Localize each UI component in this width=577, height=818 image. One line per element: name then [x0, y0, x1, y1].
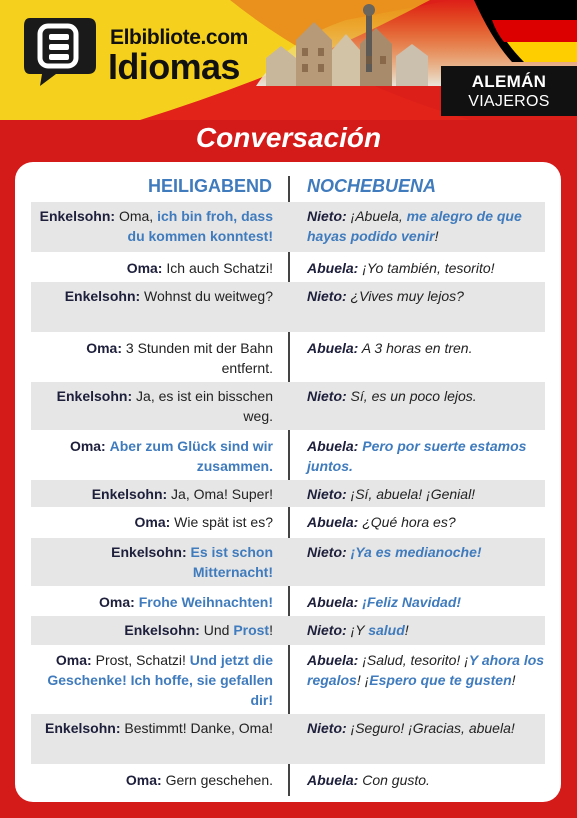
- text-segment: Prost, Schatzi!: [91, 652, 190, 668]
- logo-brand: Idiomas: [108, 46, 240, 87]
- highlighted-phrase: ¡Ya es medianoche!: [350, 544, 482, 560]
- speaker-name: Abuela:: [307, 260, 359, 276]
- highlighted-phrase: ich bin froh, dass du kommen konntest!: [127, 208, 273, 244]
- german-line: [31, 286, 273, 306]
- spanish-line: [307, 770, 545, 790]
- table-row: [31, 334, 545, 381]
- text-segment: !: [404, 622, 409, 638]
- text-segment: Gern geschehen.: [161, 772, 273, 788]
- speaker-name: Oma:: [126, 260, 163, 276]
- audience-label: VIAJEROS: [468, 93, 550, 110]
- spanish-line: [307, 206, 545, 246]
- table-row: [31, 646, 545, 712]
- german-line: [31, 484, 273, 504]
- german-line: [31, 436, 273, 476]
- speaker-name: Enkelsohn:: [56, 388, 133, 404]
- text-segment: ¡Salud, tesorito! ¡: [358, 652, 469, 668]
- text-segment: !: [269, 622, 273, 638]
- german-line: [31, 206, 273, 246]
- speaker-name: Oma:: [125, 772, 162, 788]
- spanish-line: [307, 436, 545, 476]
- german-line: [31, 650, 273, 710]
- text-segment: ! ¡: [356, 672, 370, 688]
- speaker-name: Abuela:: [307, 652, 359, 668]
- speaker-name: Nieto:: [307, 288, 347, 304]
- book-icon: [22, 14, 100, 88]
- speaker-name: Nieto:: [307, 208, 347, 224]
- table-row: [31, 254, 545, 281]
- spanish-line: [307, 512, 545, 532]
- speaker-name: Nieto:: [307, 622, 347, 638]
- speaker-name: Nieto:: [307, 486, 347, 502]
- speaker-name: Abuela:: [307, 438, 359, 454]
- spanish-line: [307, 338, 545, 358]
- text-segment: Ja, Oma! Super!: [167, 486, 273, 502]
- speaker-name: Enkelsohn:: [45, 720, 121, 736]
- german-line: [31, 386, 273, 426]
- text-segment: !: [434, 228, 439, 244]
- german-line: [31, 338, 273, 378]
- speaker-name: Nieto:: [307, 720, 347, 736]
- text-segment: Wie spät ist es?: [170, 514, 273, 530]
- table-row: [31, 766, 545, 796]
- highlighted-phrase: me alegro de que hayas podido venir: [307, 208, 522, 244]
- table-row: [31, 538, 545, 586]
- spanish-line: [307, 386, 545, 406]
- text-segment: Und: [199, 622, 234, 638]
- speaker-name: Enkelsohn:: [91, 486, 168, 502]
- spanish-line: [307, 542, 545, 562]
- table-row: [31, 588, 545, 615]
- table-row: [31, 382, 545, 430]
- speaker-name: Oma:: [86, 340, 122, 356]
- highlighted-phrase: Espero que te gusten: [369, 672, 512, 688]
- table-row: [31, 616, 545, 645]
- highlighted-phrase: Es ist schon Mitternacht!: [190, 544, 273, 580]
- text-segment: ¡Y: [346, 622, 369, 638]
- speaker-name: Abuela:: [307, 340, 359, 356]
- speaker-name: Abuela:: [307, 594, 359, 610]
- germany-flag-icon: [452, 0, 577, 62]
- speaker-name: Enkelsohn:: [124, 622, 200, 638]
- german-line: [31, 620, 273, 640]
- text-segment: ¿Qué hora es?: [358, 514, 456, 530]
- speaker-name: Oma:: [134, 514, 171, 530]
- speaker-name: Enkelsohn:: [111, 544, 187, 560]
- highlighted-phrase: Frohe Weihnachten!: [138, 594, 273, 610]
- text-segment: ¡Abuela,: [346, 208, 407, 224]
- speaker-name: Oma:: [69, 438, 106, 454]
- column-header-spanish: NOCHEBUENA: [307, 176, 437, 196]
- conversation-card: [15, 162, 561, 802]
- table-row: [31, 282, 545, 332]
- highlighted-phrase: salud: [368, 622, 405, 638]
- text-segment: Wohnst du weitweg?: [140, 288, 273, 304]
- highlighted-phrase: Pero por suerte estamos juntos.: [307, 438, 527, 474]
- logo: [22, 14, 248, 94]
- speaker-name: Enkelsohn:: [39, 208, 116, 224]
- highlighted-phrase: Aber zum Glück sind wir zusammen.: [109, 438, 273, 474]
- german-line: [31, 512, 273, 532]
- speaker-name: Nieto:: [307, 388, 347, 404]
- spanish-line: [307, 286, 545, 306]
- column-header-german: HEILIGABEND: [147, 176, 272, 196]
- table-row: [31, 432, 545, 478]
- text-segment: ¡Sí, abuela! ¡Genial!: [346, 486, 476, 502]
- german-line: [31, 542, 273, 582]
- text-segment: 3 Stunden mit der Bahn entfernt.: [122, 340, 273, 376]
- spanish-line: [307, 484, 545, 504]
- page-title: Conversación: [195, 122, 382, 153]
- text-segment: Ich auch Schatzi!: [162, 260, 273, 276]
- highlighted-phrase: Y ahora los regalos: [307, 652, 545, 688]
- table-row: [31, 714, 545, 764]
- text-segment: Bestimmt! Danke, Oma!: [120, 720, 273, 736]
- text-segment: ¡Seguro! ¡Gracias, abuela!: [346, 720, 515, 736]
- text-segment: Ja, es ist ein bisschen weg.: [132, 388, 273, 424]
- german-line: [31, 592, 273, 612]
- spanish-line: [307, 258, 545, 278]
- category-label: [441, 66, 577, 116]
- text-segment: A 3 horas en tren.: [358, 340, 473, 356]
- spanish-line: [307, 592, 545, 612]
- table-row: [31, 480, 545, 507]
- speaker-name: Enkelsohn:: [64, 288, 141, 304]
- spanish-line: [307, 620, 545, 640]
- speaker-name: Oma:: [99, 594, 135, 610]
- german-line: [31, 718, 273, 738]
- highlighted-phrase: ¡Feliz Navidad!: [362, 594, 462, 610]
- speaker-name: Abuela:: [307, 514, 359, 530]
- spanish-line: [307, 718, 545, 738]
- logo-site-name: Elbibliote.com: [110, 26, 248, 49]
- language-label: ALEMÁN: [471, 72, 547, 91]
- table-row: [31, 508, 545, 537]
- highlighted-phrase: Und jetzt die Geschenke! Ich hoffe, sie gefallen dir!: [47, 652, 273, 708]
- header: [0, 0, 577, 120]
- speaker-name: Nieto:: [307, 544, 347, 560]
- speaker-name: Abuela:: [307, 772, 359, 788]
- speaker-name: Oma:: [55, 652, 92, 668]
- text-segment: ¡Yo también, tesorito!: [358, 260, 495, 276]
- text-segment: !: [511, 672, 516, 688]
- text-segment: ¿Vives muy lejos?: [346, 288, 464, 304]
- spanish-line: [307, 650, 545, 690]
- german-line: [31, 258, 273, 278]
- highlighted-phrase: Prost: [233, 622, 270, 638]
- german-line: [31, 770, 273, 790]
- text-segment: Con gusto.: [358, 772, 430, 788]
- text-segment: Oma,: [115, 208, 158, 224]
- text-segment: Sí, es un poco lejos.: [346, 388, 477, 404]
- table-row: [31, 202, 545, 252]
